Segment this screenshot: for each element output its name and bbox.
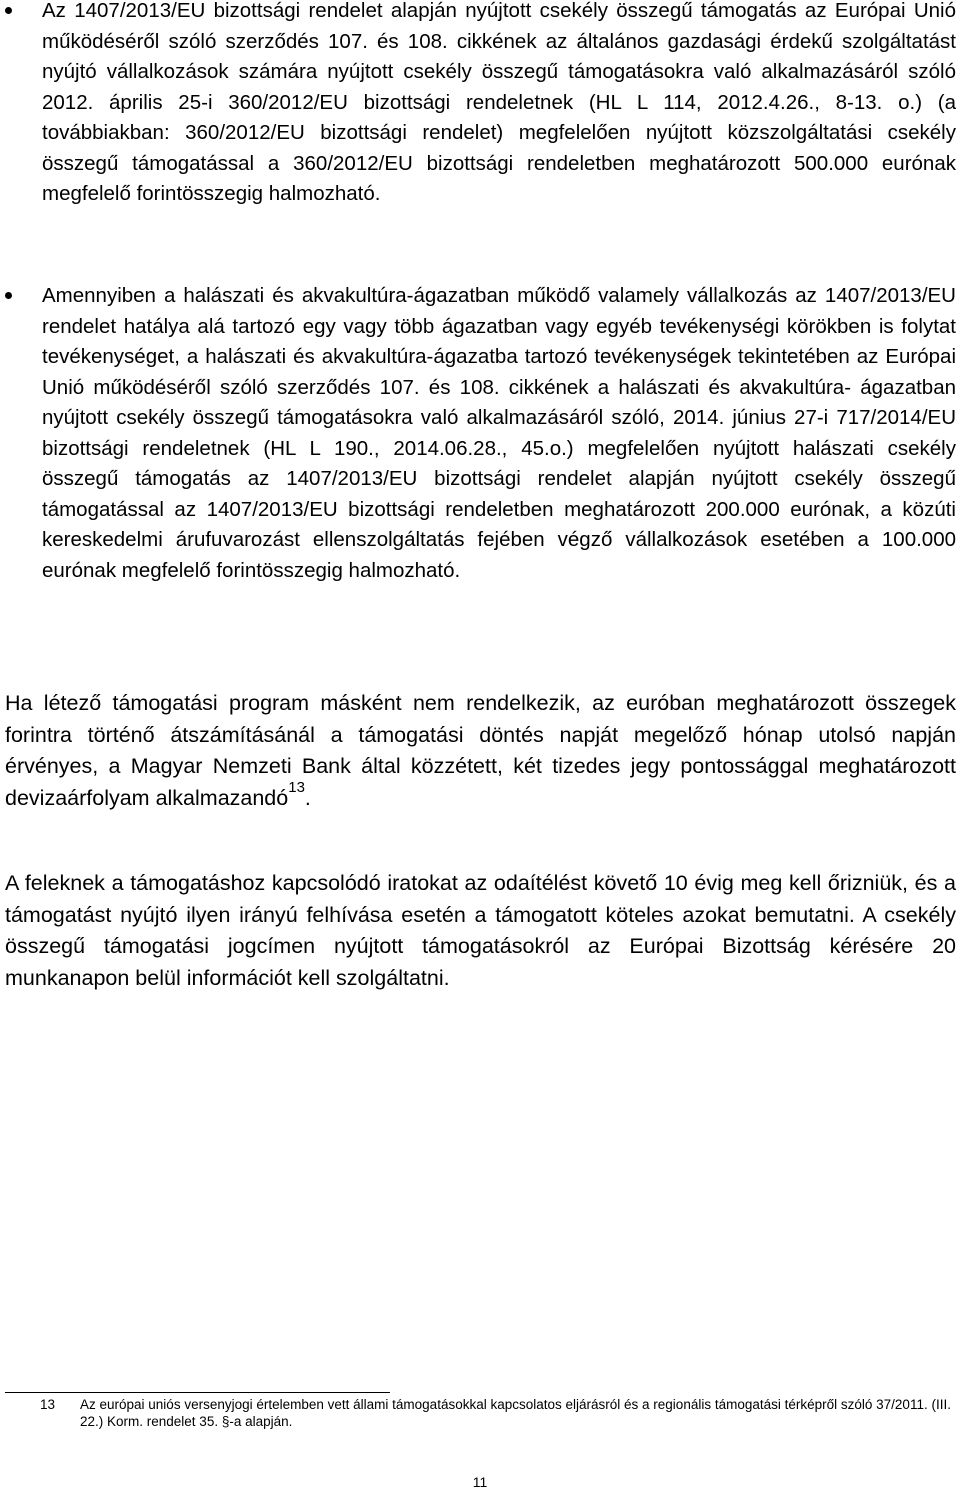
bullet-item-halaszati-agazat [0,281,956,586]
bullet-text: Amennyiben a halászati és akvakultúra-ágazatban működő valamely vállalkozás az 1407/2013/EU rendelet hatálya alá tartozó egy vagy több ágazatban vagy egyéb tevékenységi körökben is folytat tevékenységet, a halászati és akvakultúra-ágazatba tartozó tevékenységek tekintetében az Európai Unió működéséről szóló szerződés 107. és 108. cikkének a halászati és akvakultúra- ágazatban nyújtott csekély összegű támogatásokra való alkalmazásáról szóló, 2014. június 27-i 717/2014/EU bizottsági rendeletnek (HL L 190., 2014.06.28., 45.o.) megfelelően nyújtott halászati csekély összegű támogatás az 1407/2013/EU bizottsági rendelet alapján nyújtott csekély összegű támogatással az 1407/2013/EU bizottsági rendeletben meghatározott 200.000 eurónak, a közúti kereskedelmi árufuvarozást ellenszolgáltatás fejében végző vállalkozások esetében a 100.000 eurónak megfelelő forintösszegig halmozható. [42,284,956,582]
bullet-dot-icon [5,7,12,14]
footnote [40,1396,956,1430]
footnote-divider [5,1392,390,1393]
bullet-item-halmozas-360 [0,0,956,210]
bullet-text: Az 1407/2013/EU bizottsági rendelet alapján nyújtott csekély összegű támogatás az Európai Unió működéséről szóló szerződés 107. és 108. cikkének az általános gazdasági érdekű szolgáltatást nyújtó vállalkozások számára nyújtott csekély összegű támogatásokra való alkalmazásáról szóló 2012. április 25-i 360/2012/EU bizottsági rendeletnek (HL L 114, 2012.4.26., 8-13. o.) (a továbbiakban: 360/2012/EU bizottsági rendelet) megfelelően nyújtott közszolgáltatási csekély összegű támogatással a 360/2012/EU bizottsági rendeletben meghatározott 500.000 eurónak megfelelő forintösszegig halmozható. [42,0,956,205]
page-number: 11 [472,1474,488,1490]
bullet-dot-icon [5,292,12,299]
paragraph-text: Ha létező támogatási program másként nem rendelkezik, az euróban meghatározott összegek forintra történő átszámításánál a támogatási döntés napját megelőző hónap utolsó napján érvényes, a Magyar Nemzeti Bank által közzétett, két tizedes jegy pontossággal meghatározott devizaárfolyam alkalmazandó [5,691,956,810]
footnote-number: 13 [40,1397,56,1412]
footnote-text: Az európai uniós versenyjogi értelemben vett állami támogatásokkal kapcsolatos eljárásról és a regionális támogatási térképről szóló 37/2011. (III. 22.) Korm. rendelet 35. §-a alapján. [80,1397,951,1429]
paragraph-end: . [304,785,311,810]
paragraph-documents: A feleknek a támogatáshoz kapcsolódó iratokat az odaítélést követő 10 évig meg kell őrizniük, és a támogatást nyújtó ilyen irányú felhívása esetén a támogatott köteles azokat bemutatni. A csekély összegű támogatási jogcímen nyújtott támogatásokról az Európai Bizottság kérésére 20 munkanapon belül információt kell szolgáltatni. [5,871,956,990]
footnote-reference[interactable]: 13 [288,778,305,796]
paragraph-exchange-rate [5,688,956,814]
